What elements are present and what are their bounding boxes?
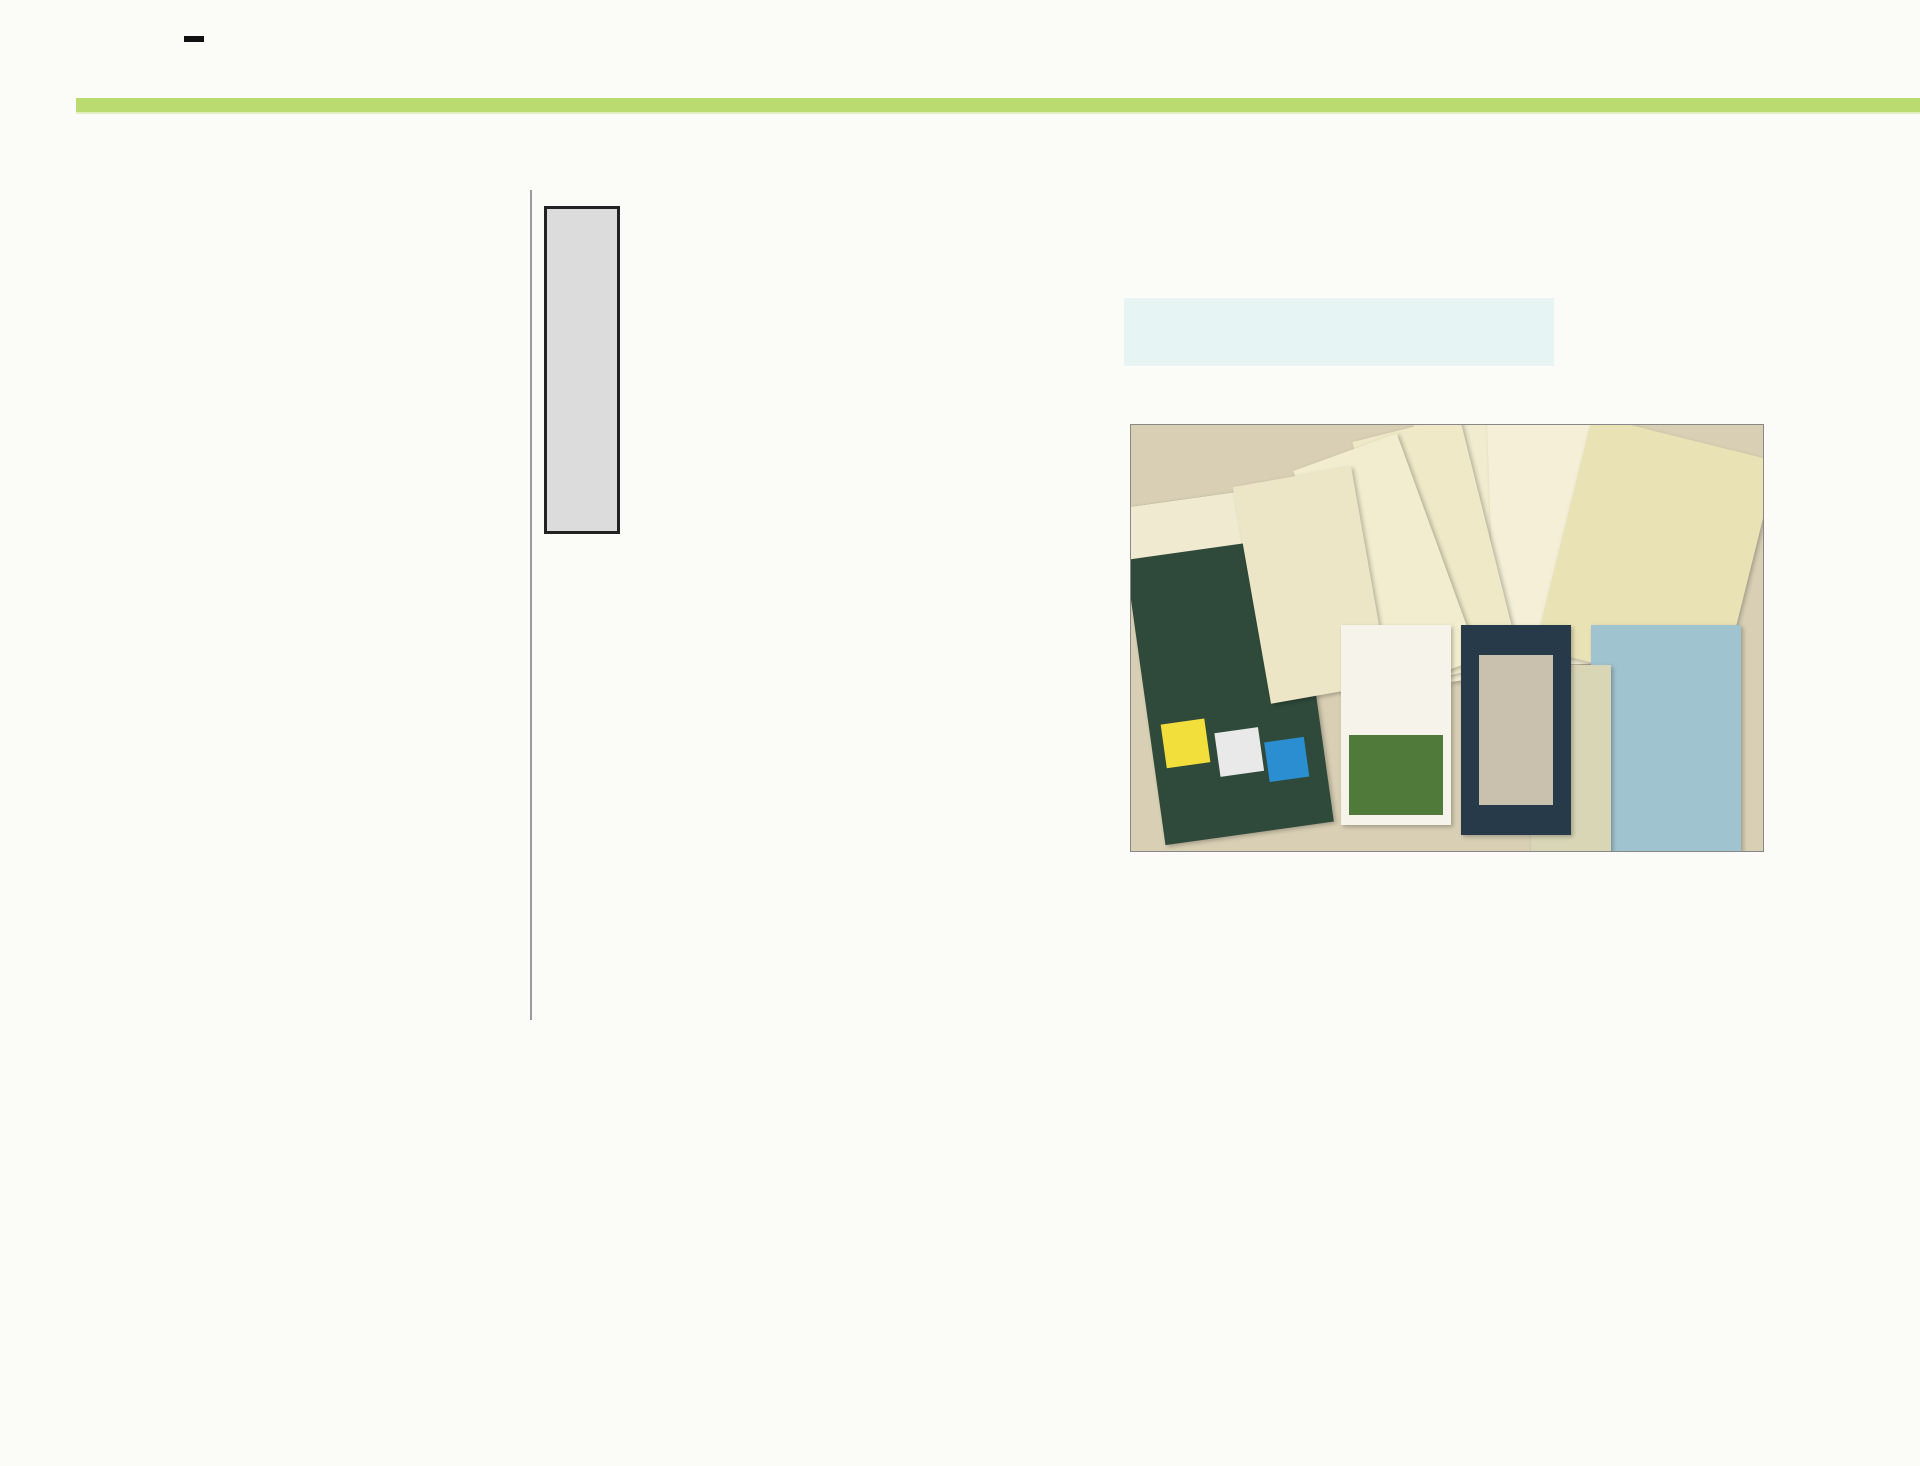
body-text-bottom-right: [590, 1022, 1810, 1426]
body-text-middle: [52, 606, 1076, 1010]
article-photo: [1130, 424, 1764, 852]
section-label: [184, 36, 204, 42]
series-banner: [1124, 268, 1774, 398]
page-header: [0, 0, 1920, 120]
series-banner-background: [1124, 298, 1554, 366]
headline-divider: [530, 190, 532, 1020]
body-text-bottom-left: [52, 1022, 592, 1426]
body-text-top: [52, 186, 1076, 590]
photo-book-itasenpara: [1341, 625, 1451, 825]
header-rule: [76, 98, 1920, 112]
photo-book: [1591, 625, 1741, 852]
photo-book-portrait: [1461, 625, 1571, 835]
